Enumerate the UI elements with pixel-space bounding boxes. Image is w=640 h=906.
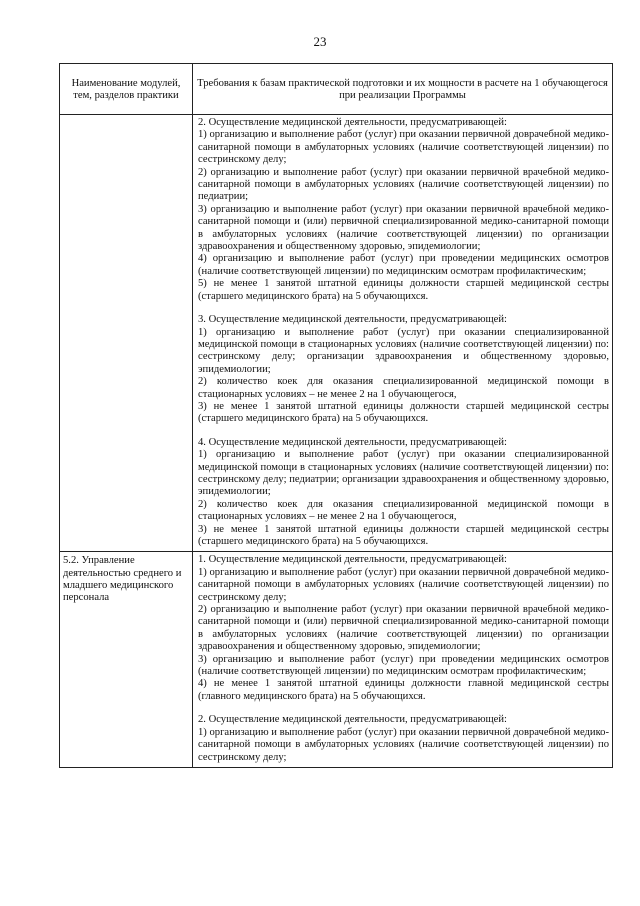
requirements-cell (193, 552, 613, 768)
requirement-block-4 (193, 435, 612, 552)
requirement-line: 1. Осуществление медицинской деятельности, предусматривающей: (198, 554, 507, 566)
header-requirements: Требования к базам практической подготовки и их мощности в расчете на 1 обучающегося при реализации Программы (193, 64, 613, 115)
requirement-line: 1) организацию и выполнение работ (услуг) при оказании первичной доврачебной медико-санитарной помощи в амбулаторных условиях (наличие соответствующей лицензии) по сестринскому делу; (198, 566, 609, 603)
requirement-block-3 (193, 312, 612, 429)
requirement-line: 4. Осуществление медицинской деятельности, предусматривающей: (198, 436, 507, 448)
requirement-line: 2. Осуществление медицинской деятельности, предусматривающей: (198, 714, 507, 726)
table-row (60, 552, 613, 768)
requirement-line: 3) не менее 1 занятой штатной единицы должности старшей медицинской сестры (старшего медицинского брата) на 5 обучающихся. (198, 400, 609, 425)
requirement-line: 1) организацию и выполнение работ (услуг) при оказании первичной доврачебной медико-санитарной помощи в амбулаторных условиях (наличие соответствующей лицензии) по сестринскому делу; (198, 129, 609, 166)
requirement-block-2 (193, 115, 612, 306)
requirements-cell (193, 115, 613, 552)
requirement-line: 4) не менее 1 занятой штатной единицы должности главной медицинской сестры (главного медицинского брата) на 5 обучающихся. (198, 678, 609, 702)
requirement-line: 5) не менее 1 занятой штатной единицы должности старшей медицинской сестры (старшего медицинского брата) на 5 обучающихся. (198, 278, 609, 302)
module-name-cell (60, 115, 193, 552)
requirement-line: 2) количество коек для оказания специализированной медицинской помощи в стационарных условиях – не менее 2 на 1 обучающегося, (198, 498, 609, 523)
requirement-line: 2) количество коек для оказания специализированной медицинской помощи в стационарных условиях – не менее 2 на 1 обучающегося, (198, 376, 609, 400)
table-row (60, 115, 613, 552)
requirement-line: 1) организацию и выполнение работ (услуг) при оказании специализированной медицинской помощи в стационарных условиях (наличие соответствующей лицензии) по: сестринскому делу; педиатрии; организации здравоохранения и общественному здоровью, эпидемиологии; (198, 449, 609, 498)
requirement-line: 3) не менее 1 занятой штатной единицы должности старшей медицинской сестры (старшего медицинского брата) на 5 обучающихся. (198, 523, 609, 547)
requirement-line: 3) организацию и выполнение работ (услуг) при проведении медицинских осмотров (наличие соответствующей лицензии) по медицинским осмотрам профилактическим; (198, 653, 609, 678)
module-name-cell: 5.2. Управление деятельностью среднего и младшего медицинского персонала (60, 552, 193, 768)
requirement-line: 2. Осуществление медицинской деятельности, предусматривающей: (198, 117, 507, 128)
page-number: 23 (313, 34, 327, 49)
requirement-line: 1) организацию и выполнение работ (услуг) при оказании первичной доврачебной медико-санитарной помощи в амбулаторных условиях (наличие соответствующей лицензии) по сестринскому делу; (198, 726, 609, 763)
requirement-block-2 (193, 712, 612, 767)
requirements-table (59, 63, 613, 768)
requirement-line: 2) организацию и выполнение работ (услуг) при оказании первичной врачебной медико-санитарной помощи и (или) первичной специализированной медико-санитарной помощи в амбулаторных условиях (наличие соответствующей лицензии) по организации здравоохранения и общественному здоровью, эпидемиологии; (198, 604, 609, 653)
requirement-line: 4) организацию и выполнение работ (услуг) при проведении медицинских осмотров (наличие соответствующей лицензии) по медицинским осмотрам профилактическим; (198, 253, 609, 277)
requirement-line: 3. Осуществление медицинской деятельности, предусматривающей: (198, 314, 507, 326)
header-modules: Наименование модулей, тем, разделов практики (60, 64, 193, 115)
table-header-row (60, 64, 613, 115)
requirement-block-1 (193, 552, 612, 706)
requirement-line: 1) организацию и выполнение работ (услуг) при оказании специализированной медицинской помощи в стационарных условиях (наличие соответствующей лицензии) по: сестринскому делу; организации здравоохранения и общественному здоровью, эпидемиологии; (198, 326, 609, 375)
requirement-line: 3) организацию и выполнение работ (услуг) при оказании первичной врачебной медико-санитарной помощи и (или) первичной специализированной медико-санитарной помощи в амбулаторных условиях (наличие соответствующей лицензии) по организации здравоохранения и общественному здоровью, эпидемиологии; (198, 203, 609, 253)
requirement-line: 2) организацию и выполнение работ (услуг) при оказании первичной врачебной медико-санитарной помощи в амбулаторных условиях (наличие соответствующей лицензии) по педиатрии; (198, 166, 609, 203)
